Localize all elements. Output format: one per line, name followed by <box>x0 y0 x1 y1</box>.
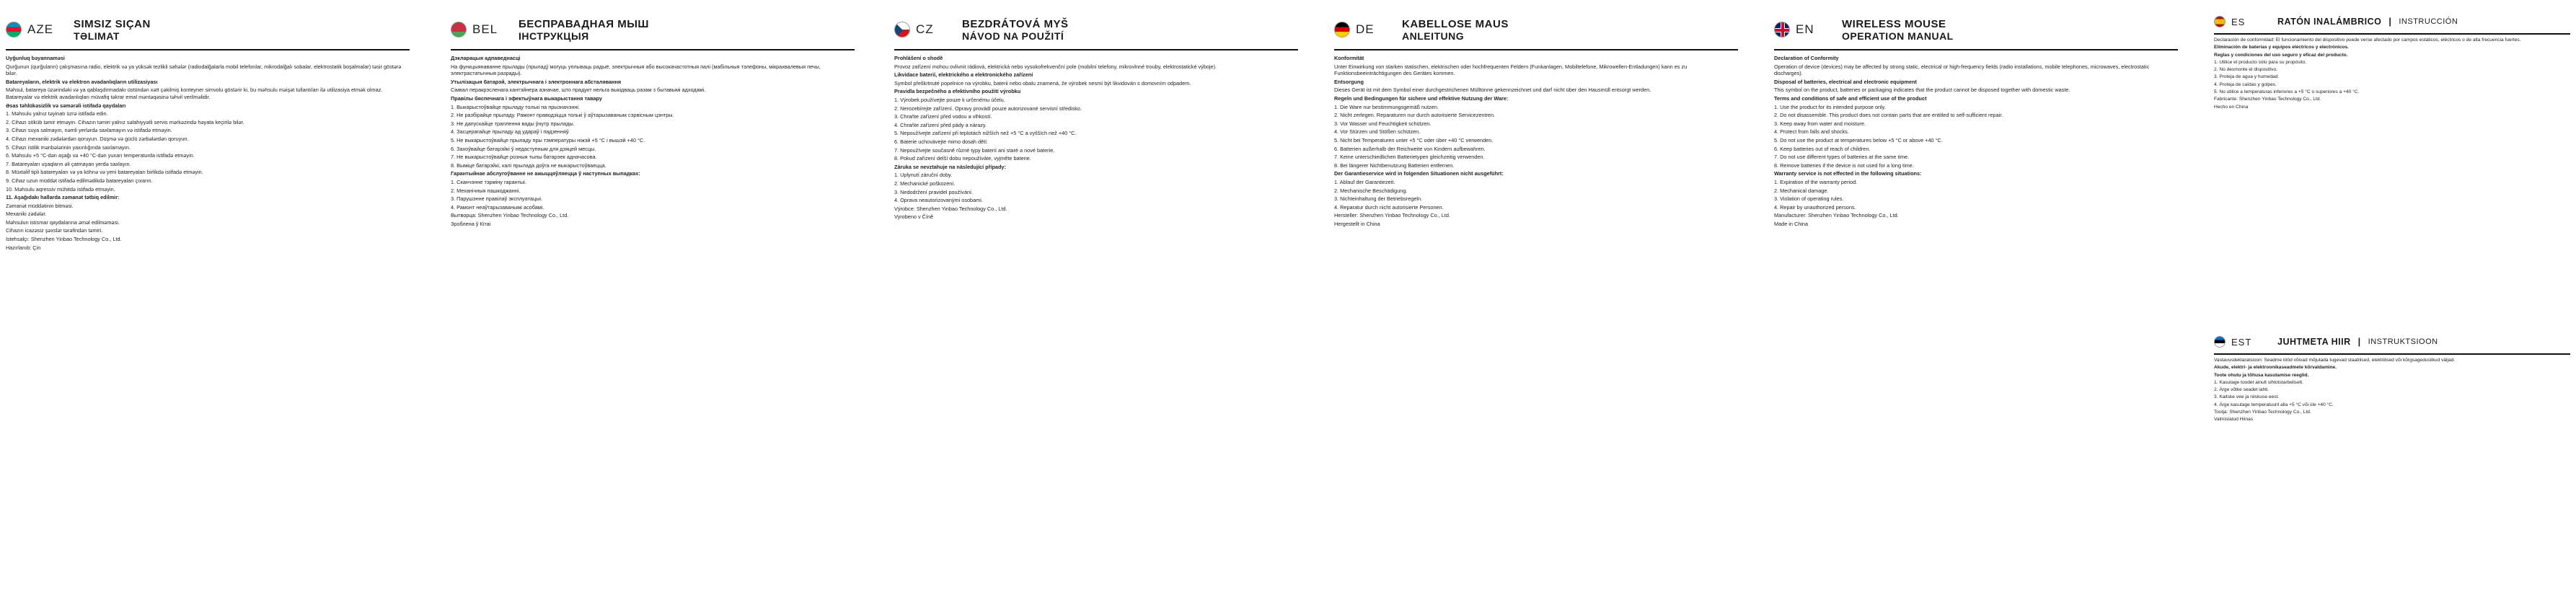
paragraph: 4. Repair by unauthorized persons. <box>1774 203 1856 211</box>
paragraph: Valmistatud Hiinas <box>2214 417 2254 423</box>
paragraph: 3. Nedodržení pravidel používání. <box>894 188 974 195</box>
paragraph: 8. Müxtəlif tipli batareyaları və ya köhnə və yeni batareyaları birlikdə istifadə etməyin. <box>6 169 203 176</box>
paragraph: 4. Oprava neautorizovanými osobami. <box>894 197 983 204</box>
flag-icon <box>1774 22 1790 37</box>
paragraph: 6. Keep batteries out of reach of children. <box>1774 145 1871 152</box>
paragraph: 7. Не выкарыстоўвайце розныя тыпы батарэек адначасова. <box>451 154 597 161</box>
paragraph: 3. Proteja de agua y humedad. <box>2214 74 2280 80</box>
language-code: BEL <box>472 22 498 36</box>
paragraph: Hersteller: Shenzhen Yinbao Technology Co., Ltd. <box>1334 212 1450 219</box>
paragraph: 3. Nichteinhaltung der Betriebsregeln. <box>1334 195 1423 203</box>
column-header-es <box>2214 13 2570 35</box>
paragraph: 4. Рамонт неаўтарызаванымі асобамі. <box>451 203 544 211</box>
paragraph: 4. Cihazı mexaniki zədələrdən qoruyun. Düşmə və güclü zərbələrdən qoruyun. <box>6 135 189 142</box>
paragraph: 1. Сканчэнне тэрміну гарантыі. <box>451 178 526 185</box>
section-heading: Der Garantieservice wird in folgenden Situationen nicht ausgeführt: <box>1334 170 1504 177</box>
manual-text-es <box>2214 37 2570 326</box>
manual-text <box>1334 55 1738 227</box>
section-heading: Konformität <box>1334 55 1364 61</box>
paragraph: 6. Захоўвайце батарэйкі ў недаступным для дзяцей месцы. <box>451 145 596 152</box>
column-es-est <box>2214 13 2570 601</box>
section-heading: Regeln und Bedingungen für sichere und effektive Nutzung der Ware: <box>1334 94 1509 102</box>
paragraph: 2. Cihazı söküb təmir etməyin. Cihazın təmiri yalnız səlahiyyətli servis mərkəzində həyata keçirilə bilər. <box>6 118 244 125</box>
flag-icon <box>1334 22 1350 37</box>
paragraph: Mexaniki zədələr. <box>6 211 47 218</box>
column-header <box>6 13 410 50</box>
paragraph: 1. Выкарыстоўвайце прыладу толькі па прызначэнні. <box>451 103 581 110</box>
manual-subtitle: ANLEITUNG <box>1402 30 1465 42</box>
paragraph: 5. Не выкарыстоўвайце прыладу пры тэмпературы ніжэй +5 °C і вышэй +40 °C. <box>451 136 645 143</box>
section-heading: Eliminación de baterías y equipos eléctricos y electrónicos. <box>2214 45 2349 50</box>
manual-subtitle: ІНСТРУКЦЫЯ <box>519 30 589 42</box>
paragraph: 3. Cihazı suya salmayın, nəmli yerlərdə saxlamayın və istifadə etməyin. <box>6 127 172 134</box>
paragraph: 3. Vor Wasser und Feuchtigkeit schützen. <box>1334 120 1432 127</box>
paragraph: 2. Ärge võtke seadet lahti. <box>2214 387 2270 393</box>
section-heading: Toote ohutu ja tõhusa kasutamise reeglid. <box>2214 372 2309 378</box>
paragraph: 3. Chraňte zařízení před vodou a vlhkostí. <box>894 113 992 120</box>
paragraph: 5. Do not use the product at temperatures below +5 °C or above +40 °C. <box>1774 136 1943 143</box>
language-code: EST <box>2231 336 2252 348</box>
manual-subtitle: TƏLIMAT <box>74 30 120 42</box>
paragraph: Symbol přeškrtnuté popelnice na výrobku, baterii nebo obalu znamená, že výrobek nesmí být likvidován s domovním odpadem. <box>894 79 1191 87</box>
section-heading: Əsas təhlükəsizlik və səmərəli istifadə qaydaları <box>6 102 126 109</box>
paragraph: İstehsalçı: Shenzhen Yinbao Technology Co., Ltd. <box>6 236 122 243</box>
paragraph: 10. Məhsulu aqressiv mühitdə istifadə etməyin. <box>6 185 115 193</box>
column-header <box>894 13 1298 50</box>
paragraph: 2. Mechanical damage. <box>1774 187 1829 194</box>
section-heading: Likvidace baterií, elektrického a elektronického zařízení <box>894 71 1033 79</box>
section-heading: Disposal of batteries, electrical and electronic equipment <box>1774 78 1917 85</box>
title-separator: | <box>2357 337 2361 347</box>
paragraph: 8. Bei längerer Nichtbenutzung Batterien entfernen. <box>1334 162 1455 169</box>
paragraph: Hecho en China <box>2214 104 2249 110</box>
paragraph: 5. No utilice a temperaturas inferiores a +5 °C o superiores a +40 °C. <box>2214 89 2360 95</box>
product-title: RATÓN INALÁMBRICO <box>2277 17 2382 27</box>
paragraph: Made in China <box>1774 220 1809 227</box>
column-header <box>1334 13 1738 50</box>
manual-text <box>1774 55 2178 227</box>
paragraph: 4. Chraňte zařízení před pády a nárazy. <box>894 121 987 128</box>
paragraph: 2. Не разбірайце прыладу. Рамонт праводзіцца толькі ў аўтарызаваным сэрвісным цэнтры. <box>451 112 674 119</box>
paragraph: 2. Nicht zerlegen. Reparaturen nur durch autorisierte Servicezentren. <box>1334 112 1496 119</box>
manual-text <box>894 55 1298 221</box>
paragraph: 8. Remove batteries if the device is not used for a long time. <box>1774 162 1914 169</box>
section-heading: Záruka se nevztahuje na následující případy: <box>894 163 1006 170</box>
paragraph: Tootja: Shenzhen Yinbao Technology Co., Ltd. <box>2214 410 2311 415</box>
product-title: БЕСПРАВАДНАЯ МЫШ <box>519 17 649 30</box>
paragraph: 6. Batterien außerhalb der Reichweite von Kindern aufbewahren. <box>1334 145 1486 152</box>
paragraph: Hazırlanıb: Çin <box>6 244 41 251</box>
paragraph: Výrobce: Shenzhen Yinbao Technology Co., Ltd. <box>894 205 1007 212</box>
product-title: KABELLOSE MAUS <box>1402 17 1509 30</box>
manual-subtitle: INSTRUKTSIOON <box>2368 337 2438 346</box>
section-heading: Гарантыйнае абслугоўванне не ажыццяўляецца ў наступных выпадках: <box>451 170 640 177</box>
language-code: CZ <box>916 22 934 36</box>
paragraph: 7. Keine unterschiedlichen Batterietypen gleichzeitig verwenden. <box>1334 154 1485 161</box>
section-heading: Batareyaların, elektrik və elektron avadanlıqların utilizasiyası <box>6 78 158 85</box>
column-aze <box>6 13 410 601</box>
paragraph: Зроблена ў Кітаі <box>451 220 491 227</box>
manual-text <box>451 55 855 227</box>
paragraph: 3. Kaitske vee ja niiskuse eest. <box>2214 394 2280 400</box>
paragraph: Vastavusdeklaratsioon: Seadme tööd võivad mõjutada tugevad staatilised, elektrilised või kõrgsageduslikud väljad. <box>2214 358 2456 363</box>
paragraph: Сімвал перакрэсленага кантэйнера азначае, што прадукт нельга выкідваць разам з бытавымі адходамі. <box>451 87 706 94</box>
column-bel <box>451 13 855 601</box>
paragraph: 1. Use the product for its intended purpose only. <box>1774 103 1886 110</box>
paragraph: Operation of device (devices) may be affected by strong static, electrical or high-frequency fields (radio installations, mobile telephones, microwaves, electrostatic discharges). <box>1774 63 2150 77</box>
paragraph: 4. Ärge kasutage temperatuuril alla +5 °C või üle +40 °C. <box>2214 402 2334 407</box>
paragraph: 8. Выміце батарэйкі, калі прылада доўга не выкарыстоўваецца. <box>451 162 606 169</box>
section-heading: Declaration of Conformity <box>1774 55 1839 61</box>
section-heading: Правілы бяспечнага і эфектыўнага выкарыстання тавару <box>451 94 602 102</box>
language-code: EN <box>1796 22 1814 36</box>
manual-subtitle: INSTRUCCIÓN <box>2399 17 2458 26</box>
paragraph: 3. Не дапускайце траплення вады ўнутр прылады. <box>451 120 575 127</box>
section-heading: Reglas y condiciones del uso seguro y eficaz del producto. <box>2214 52 2348 58</box>
section-heading: Дэкларацыя адпаведнасці <box>451 55 521 61</box>
paragraph: 4. Засцерагайце прыладу ад удараў і падзенняў. <box>451 128 570 136</box>
paragraph: 3. Violation of operating rules. <box>1774 195 1844 203</box>
section-heading: Prohlášení o shodě <box>894 55 943 61</box>
manual-text <box>6 55 410 251</box>
paragraph: Hergestellt in China <box>1334 220 1380 227</box>
paragraph: 4. Reparatur durch nicht autorisierte Personen. <box>1334 203 1444 211</box>
language-code: AZE <box>27 22 54 36</box>
paragraph: На функцыянаванне прылады (прылад) могуць уплываць радыё, электрычныя або высокачастотныя палі (мабільныя тэлефоны, мікрахвалевыя печы, электрастатычныя разрады). <box>451 63 821 77</box>
paragraph: Cihazın icazəsiz şəxslər tərəfindən təmiri. <box>6 227 103 234</box>
paragraph: 1. Ablauf der Garantiezeit. <box>1334 178 1395 185</box>
section-heading: Warranty service is not effected in the following situations: <box>1774 170 1922 177</box>
flag-icon <box>6 22 22 37</box>
column-header-est <box>2214 333 2570 355</box>
paragraph: 1. Expiration of the warranty period. <box>1774 178 1858 185</box>
paragraph: Məhsulun istismar qaydalarına əməl edilməməsi. <box>6 218 120 226</box>
paragraph: Dieses Gerät ist mit dem Symbol einer durchgestrichenen Mülltonne gekennzeichnet und darf nicht über den Hausmüll entsorgt werden. <box>1334 87 1651 94</box>
paragraph: Məhsul, batareya üzərindəki və ya qablaşdırmadakı üstündən xətt çəkilmiş konteyner simvolu göstərir ki, bu məhsulu məişət tullantıları ilə utilizasiya etmək olmaz. Batareyalar və elektrik avadanlıqları müvafiq təkrar emal məntəqəsinə təhvil verilməlidir. <box>6 87 383 100</box>
column-cz <box>894 13 1298 601</box>
flag-icon <box>2214 336 2226 348</box>
product-title: SIMSIZ SIÇAN <box>74 17 151 30</box>
paragraph: 3. Парушэнне правілаў эксплуатацыі. <box>451 195 543 203</box>
paragraph: Manufacturer: Shenzhen Yinbao Technology Co., Ltd. <box>1774 212 1899 219</box>
paragraph: Declaración de conformidad: El funcionamiento del dispositivo puede verse afectado por campos estáticos, eléctricos o de alta frecuencia fuertes. <box>2214 37 2521 43</box>
manual-subtitle: OPERATION MANUAL <box>1842 30 1954 42</box>
paragraph: 6. Baterie uchovávejte mimo dosah dětí. <box>894 138 989 145</box>
flag-icon <box>2214 16 2226 27</box>
paragraph: 1. Uplynutí záruční doby. <box>894 172 953 179</box>
paragraph: 8. Pokud zařízení delší dobu nepoužíváte, vyjměte baterie. <box>894 155 1031 162</box>
paragraph: 2. Do not disassemble. This product does not contain parts that are entitled to self-sufficient repair. <box>1774 112 2003 119</box>
paragraph: 5. Nepoužívejte zařízení při teplotách nižších než +5 °C a vyšších než +40 °C. <box>894 130 1077 137</box>
section-heading: Pravidla bezpečného a efektivního použití výrobku <box>894 88 1021 95</box>
paragraph: 7. Do not use different types of batteries at the same time. <box>1774 154 1910 161</box>
paragraph: Unter Einwirkung von starken statischen, elektrischen oder hochfrequenten Feldern (Funkanlagen, Mobiltelefone, Mikrowellen-Entladungen) kann es zu Funktionsbeeinträchtigungen des Gerätes kommen. <box>1334 63 1688 77</box>
paragraph: 6. Məhsulu +5 °C-dən aşağı və +40 °C-dən yuxarı temperaturda istifadə etməyin. <box>6 152 195 159</box>
language-code: ES <box>2231 16 2246 27</box>
paragraph: Vyrobeno v Číně <box>894 213 934 221</box>
paragraph: Zəmanət müddətinin bitməsi. <box>6 202 74 209</box>
paragraph: 1. Utilice el producto sólo para su propósito. <box>2214 59 2307 65</box>
paragraph: 7. Nepoužívejte současně různé typy baterií ani staré a nové baterie. <box>894 146 1055 154</box>
title-separator: | <box>2388 17 2392 27</box>
paragraph: 2. Nerozebírejte zařízení. Opravy provádí pouze autorizované servisní středisko. <box>894 105 1082 112</box>
paragraph: 3. Keep away from water and moisture. <box>1774 120 1866 127</box>
manual-text-est <box>2214 358 2570 423</box>
section-heading: Uyğunluq bəyannaməsi <box>6 55 65 61</box>
language-code: DE <box>1356 22 1375 36</box>
column-en <box>1774 13 2178 601</box>
section-heading: Утылізацыя батарэй, электрычнага і электроннага абсталявання <box>451 78 622 85</box>
paragraph: Provoz zařízení mohou ovlivnit rádiová, elektrická nebo vysokofrekvenční pole (mobilní telefony, mikrovlnné trouby, elektrostatické výboje). <box>894 63 1217 70</box>
paragraph: 4. Protect from falls and shocks. <box>1774 128 1849 136</box>
paragraph: 4. Proteja de caídas y golpes. <box>2214 81 2277 87</box>
section-heading: Akude, elektri- ja elektroonikaseadmete kõrvaldamine. <box>2214 365 2337 371</box>
paragraph: 2. Mechanische Beschädigung. <box>1334 187 1408 194</box>
paragraph: 4. Vor Stürzen und Stößen schützen. <box>1334 128 1421 136</box>
section-heading: 11. Aşağıdakı hallarda zəmanət tətbiq edilmir: <box>6 194 120 201</box>
paragraph: 1. Výrobek používejte pouze k určenému účelu. <box>894 96 1005 103</box>
paragraph: 2. Mechanické poškození. <box>894 180 956 187</box>
product-title: BEZDRÁTOVÁ MYŠ <box>962 17 1069 30</box>
paragraph: Вытворца: Shenzhen Yinbao Technology Co., Ltd. <box>451 212 569 219</box>
paragraph: This symbol on the product, batteries or packaging indicates that the product cannot be disposed together with domestic waste. <box>1774 87 2070 94</box>
flag-icon <box>894 22 910 37</box>
paragraph: 5. Cihazı istilik mənbələrinin yaxınlığında saxlamayın. <box>6 143 131 151</box>
paragraph: 2. No desmonte el dispositivo. <box>2214 67 2277 73</box>
paragraph: 7. Batareyaları uşaqların əli çatmayan yerdə saxlayın. <box>6 160 131 167</box>
column-header <box>1774 13 2178 50</box>
manual-subtitle: NÁVOD NA POUŽITÍ <box>962 30 1064 42</box>
paragraph: 2. Механічныя пашкоджанні. <box>451 187 521 194</box>
paragraph: 1. Kasutage toodet ainult sihtotstarbeliselt. <box>2214 379 2303 385</box>
section-heading: Entsorgung <box>1334 78 1364 85</box>
product-title: WIRELESS MOUSE <box>1842 17 1946 30</box>
column-header <box>451 13 855 50</box>
paragraph: 9. Cihaz uzun müddət istifadə edilmədikdə batareyaları çıxarın. <box>6 177 153 184</box>
section-heading: Terms and conditions of safe and efficient use of the product <box>1774 94 1927 102</box>
paragraph: 1. Məhsulu yalnız təyinatı üzrə istifadə edin. <box>6 110 108 118</box>
paragraph: Fabricante: Shenzhen Yinbao Technology Co., Ltd. <box>2214 97 2321 102</box>
column-de <box>1334 13 1738 601</box>
product-title: JUHTMETA HIIR <box>2277 337 2351 347</box>
paragraph: 5. Nicht bei Temperaturen unter +5 °C oder über +40 °C verwenden. <box>1334 136 1494 143</box>
paragraph: 1. Die Ware nur bestimmungsgemäß nutzen. <box>1334 103 1439 110</box>
flag-icon <box>451 22 467 37</box>
paragraph: Qurğunun (qurğuların) çalışmasına radio, elektrik və ya yüksək tezlikli sahələr (radiodalğalarla mobil telefonlar, mikrodalğalı sobalar, elektrostatik boşalmalar) təsir göstərə bilər. <box>6 63 402 77</box>
